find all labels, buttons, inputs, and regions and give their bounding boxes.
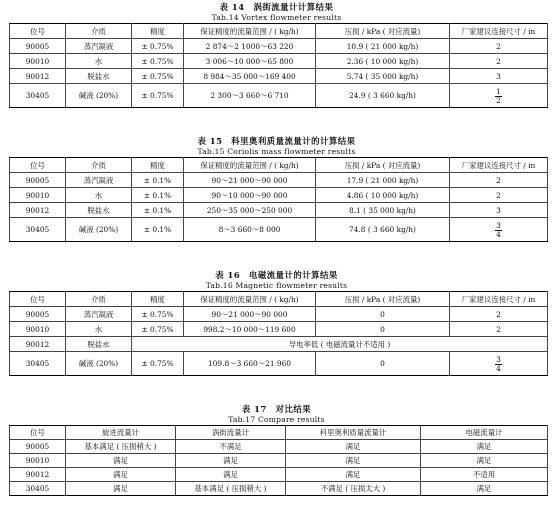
table-cell: 30405 <box>10 84 66 108</box>
table-cell: 蒸汽凝液 <box>66 307 132 322</box>
table-14-block <box>0 2 553 108</box>
table-cell: 不适用 <box>421 468 548 482</box>
table-16 <box>9 291 548 376</box>
table-row <box>10 218 548 242</box>
table-cell: 90012 <box>10 203 66 218</box>
table-cell: 蒸汽凝液 <box>66 173 132 188</box>
fraction-numerator: 3 <box>496 220 501 230</box>
table-cell: ± 0.75% <box>132 39 184 54</box>
table-cell: 2 <box>450 54 548 69</box>
table-cell: 90010 <box>10 54 66 69</box>
table-cell: ± 0.1% <box>132 203 184 218</box>
table-cell: 水 <box>66 322 132 337</box>
table-cell: 不满足 ( 压损太大 ) <box>286 482 421 496</box>
table-cell: 不满足 <box>176 440 286 454</box>
table-cell: 碱液 (20%) <box>66 352 132 376</box>
table-16-caption-cn: 表 16 电磁流量计的计算结果 <box>215 270 338 280</box>
header-cell: 保证精度的流量范围 / ( kg/h) <box>184 24 316 39</box>
table-cell: 满足 <box>66 454 176 468</box>
table-cell: 24.9 ( 3 660 kg/h) <box>316 84 450 108</box>
table-cell: 满足 <box>66 482 176 496</box>
header-cell: 电磁流量计 <box>421 426 548 440</box>
table-cell: 0 <box>316 307 450 322</box>
fraction-denominator: 2 <box>496 95 501 105</box>
table-cell: 90005 <box>10 173 66 188</box>
table-row <box>10 322 548 337</box>
table-16-caption-en: Tab.16 Magnetic flowmeter results <box>205 281 348 290</box>
table-cell: 脱盐水 <box>66 203 132 218</box>
table-cell: ± 0.75% <box>132 307 184 322</box>
table-row <box>10 69 548 84</box>
table-17-caption-cn: 表 17 对比结果 <box>241 404 312 414</box>
table-row <box>10 39 548 54</box>
fraction-size <box>495 222 502 239</box>
table-15-caption-en: Tab.15 Coriolis mass flowmeter results <box>197 147 356 156</box>
table-cell: 5.74 ( 35 000 kg/h) <box>316 69 450 84</box>
table-14-caption-cn: 表 14 涡街流量计计算结果 <box>219 2 334 12</box>
table-cell: 90012 <box>10 337 66 352</box>
fraction-denominator: 4 <box>496 229 501 239</box>
table-cell: 水 <box>66 54 132 69</box>
table-row <box>10 454 548 468</box>
table-cell: 蒸汽凝液 <box>66 39 132 54</box>
table-cell <box>450 218 548 242</box>
table-cell <box>450 352 548 376</box>
table-cell: 3 <box>450 69 548 84</box>
table-cell: 90010 <box>10 454 66 468</box>
table-cell: ± 0.1% <box>132 218 184 242</box>
header-cell: 位号 <box>10 158 66 173</box>
table-row <box>10 352 548 376</box>
table-cell: 脱盐水 <box>66 337 132 352</box>
table-row <box>10 203 548 218</box>
table-row <box>10 307 548 322</box>
header-cell: 介质 <box>66 292 132 307</box>
table-cell: 90010 <box>10 322 66 337</box>
table-cell: 3 006～10 000～65 800 <box>184 54 316 69</box>
table-cell: 90010 <box>10 188 66 203</box>
table-cell: 2 <box>450 322 548 337</box>
fraction-denominator: 4 <box>496 363 501 373</box>
header-cell: 厂家建议连接尺寸 / in <box>450 292 548 307</box>
table-16-block <box>0 270 553 376</box>
header-cell: 位号 <box>10 24 66 39</box>
table-cell: 8～3 660～8 000 <box>184 218 316 242</box>
header-cell: 精度 <box>132 158 184 173</box>
table-row <box>10 337 548 352</box>
table-cell: 2 <box>450 173 548 188</box>
table-cell: ± 0.1% <box>132 188 184 203</box>
table-cell: 90005 <box>10 307 66 322</box>
table-row <box>10 440 548 454</box>
header-cell: 位号 <box>10 426 66 440</box>
table-cell: 30405 <box>10 482 66 496</box>
table-cell: 满足 <box>286 468 421 482</box>
table-row <box>10 84 548 108</box>
header-cell: 厂家建议连接尺寸 / in <box>450 158 548 173</box>
table-cell: ± 0.75% <box>132 84 184 108</box>
fraction-size <box>495 88 502 105</box>
table-cell: 0 <box>316 322 450 337</box>
table-17-block <box>0 404 553 496</box>
header-cell: 介质 <box>66 158 132 173</box>
table-cell: 2.36 ( 10 000 kg/h) <box>316 54 450 69</box>
table-cell: 250～35 000～250 000 <box>184 203 316 218</box>
table-cell: 998.2～10 000～119 600 <box>184 322 316 337</box>
header-cell: 压损 / kPa ( 对应流量) <box>316 292 450 307</box>
table-15-caption-cn: 表 15 科里奥利质量流量计的计算结果 <box>197 136 356 146</box>
table-cell: 满足 <box>66 468 176 482</box>
table-cell: 17.9 ( 21 000 kg/h) <box>316 173 450 188</box>
table-cell: 4.86 ( 10 000 kg/h) <box>316 188 450 203</box>
table-cell: 8 984～35 000～169 400 <box>184 69 316 84</box>
table-17 <box>9 425 548 496</box>
header-cell: 厂家建议连接尺寸 / in <box>450 24 548 39</box>
table-cell: 满足 <box>421 454 548 468</box>
table-cell: 水 <box>66 188 132 203</box>
table-cell: 基本满足 ( 压损稍大 ) <box>66 440 176 454</box>
table-cell: 3 <box>450 203 548 218</box>
table-row <box>10 173 548 188</box>
table-cell: ± 0.75% <box>132 54 184 69</box>
header-cell: 科里奥利质量流量计 <box>286 426 421 440</box>
table-cell: 109.8～3 660～21 960 <box>184 352 316 376</box>
table-14-caption-en: Tab.14 Vortex flowmeter results <box>211 13 342 22</box>
table-cell: 脱盐水 <box>66 69 132 84</box>
table-17-caption-en: Tab.17 Compare results <box>228 415 325 424</box>
table-16-header-row <box>10 292 548 307</box>
table-15 <box>9 157 548 242</box>
table-cell: 2 <box>450 307 548 322</box>
table-cell: 74.8 ( 3 660 kg/h) <box>316 218 450 242</box>
table-15-block <box>0 136 553 242</box>
table-cell: 碱液 (20%) <box>66 84 132 108</box>
table-cell: 碱液 (20%) <box>66 218 132 242</box>
table-cell: 90012 <box>10 468 66 482</box>
header-cell: 压损 / kPa ( 对应流量) <box>316 24 450 39</box>
table-row <box>10 468 548 482</box>
table-cell: 2 874～2 1000～63 220 <box>184 39 316 54</box>
table-cell: 30405 <box>10 352 66 376</box>
table-cell: ± 0.75% <box>132 322 184 337</box>
fraction-numerator: 3 <box>496 354 501 364</box>
merged-note-cell: 导电率低 ( 电磁流量计不适用 ) <box>132 337 548 352</box>
table-row <box>10 188 548 203</box>
header-cell: 保证精度的流量范围 / ( kg/h) <box>184 158 316 173</box>
table-cell: 8.1 ( 35 000 kg/h) <box>316 203 450 218</box>
table-cell: 90012 <box>10 69 66 84</box>
table-cell: 满足 <box>176 454 286 468</box>
fraction-numerator: 1 <box>496 86 501 96</box>
fraction-size <box>495 356 502 373</box>
table-14-header-row <box>10 24 548 39</box>
table-cell: 满足 <box>176 468 286 482</box>
table-cell: 满足 <box>421 440 548 454</box>
table-cell <box>450 84 548 108</box>
table-cell: 2 300～3 660～6 710 <box>184 84 316 108</box>
header-cell: 位号 <box>10 292 66 307</box>
table-cell: 0 <box>316 352 450 376</box>
table-row <box>10 54 548 69</box>
header-cell: 涡街流量计 <box>176 426 286 440</box>
table-cell: 90～21 000～90 000 <box>184 307 316 322</box>
table-cell: ± 0.1% <box>132 173 184 188</box>
table-cell: 基本满足 ( 压损稍大 ) <box>176 482 286 496</box>
table-cell: 满足 <box>286 440 421 454</box>
table-17-header-row <box>10 426 548 440</box>
header-cell: 保证精度的流量范围 / ( kg/h) <box>184 292 316 307</box>
table-cell: 90005 <box>10 39 66 54</box>
table-cell: 30405 <box>10 218 66 242</box>
table-cell: 满足 <box>286 454 421 468</box>
table-cell: 2 <box>450 188 548 203</box>
table-cell: ± 0.75% <box>132 352 184 376</box>
table-cell: 满足 <box>421 482 548 496</box>
table-cell: 10.9 ( 21 000 kg/h) <box>316 39 450 54</box>
table-cell: 2 <box>450 39 548 54</box>
table-row <box>10 482 548 496</box>
header-cell: 介质 <box>66 24 132 39</box>
header-cell: 精度 <box>132 292 184 307</box>
table-cell: 90～10 000～90 000 <box>184 188 316 203</box>
header-cell: 压损 / kPa ( 对应流量) <box>316 158 450 173</box>
table-15-header-row <box>10 158 548 173</box>
table-cell: 90005 <box>10 440 66 454</box>
table-14 <box>9 23 548 108</box>
table-cell: 90～21 000～90 000 <box>184 173 316 188</box>
header-cell: 旋进流量计 <box>66 426 176 440</box>
header-cell: 精度 <box>132 24 184 39</box>
table-cell: ± 0.75% <box>132 69 184 84</box>
